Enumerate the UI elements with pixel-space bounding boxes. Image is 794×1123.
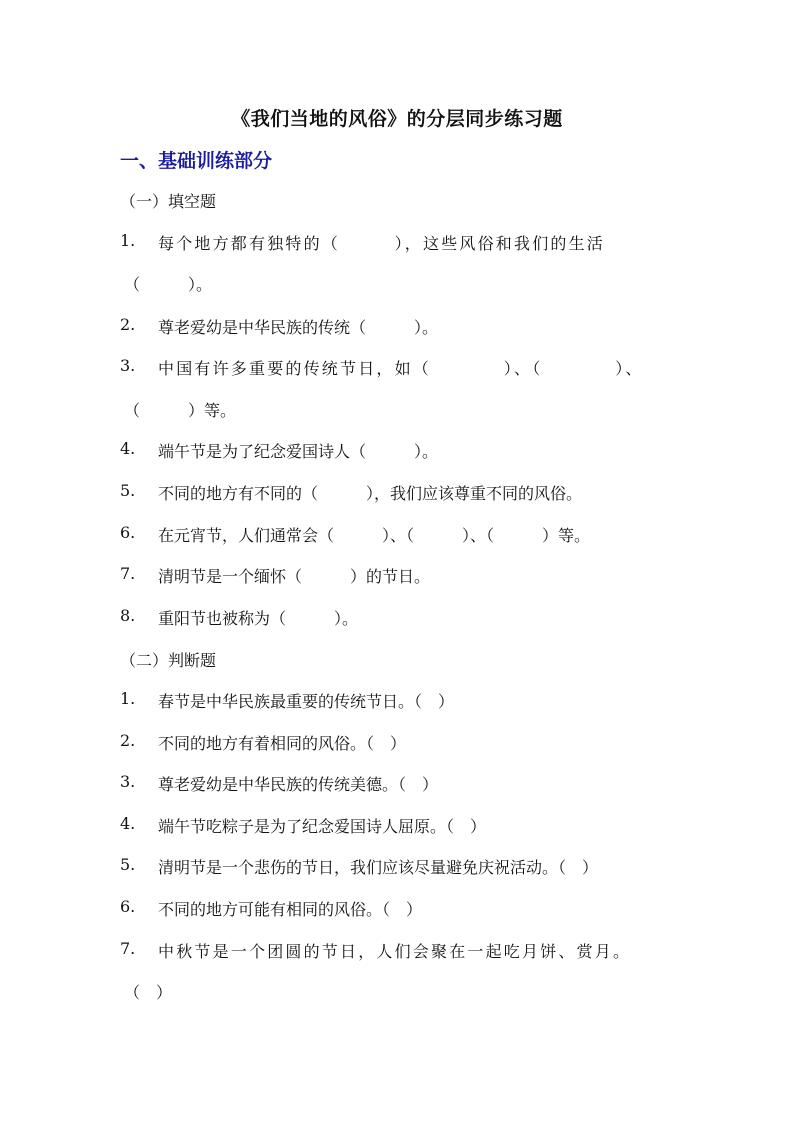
item-number: 2. — [120, 731, 136, 750]
fill-blank-item-3 — [120, 356, 644, 379]
fill-blank-item-3-continuation: （ ）等。 — [124, 401, 237, 420]
fill-blank-heading: （一）填空题 — [120, 192, 217, 211]
true-false-heading: （二）判断题 — [120, 651, 217, 670]
fill-blank-item-2 — [120, 315, 438, 338]
item-text: 不同的地方可能有相同的风俗。（ ） — [158, 900, 423, 919]
fill-blank-item-1-continuation: （ ）。 — [124, 275, 213, 294]
item-text: 端午节是为了纪念爱国诗人（ ）。 — [158, 442, 439, 461]
item-number: 6. — [120, 897, 136, 916]
item-text: 在元宵节，人们通常会（ ）、（ ）、（ ）等。 — [158, 526, 591, 545]
fill-blank-item-7 — [120, 564, 430, 587]
fill-blank-item-5 — [120, 481, 582, 504]
item-number: 4. — [120, 814, 136, 833]
item-number: 3. — [120, 356, 136, 375]
item-number: 8. — [120, 606, 136, 625]
item-text: 每个地方都有独特的（ ），这些风俗和我们的生活 — [158, 234, 606, 253]
item-number: 4. — [120, 439, 136, 458]
item-text: 不同的地方有着相同的风俗。（ ） — [158, 734, 407, 753]
item-number: 2. — [120, 315, 136, 334]
item-number: 1. — [120, 689, 136, 708]
item-text: 端午节吃粽子是为了纪念爱国诗人屈原。（ ） — [158, 817, 487, 836]
item-text: 中秋节是一个团圆的节日，人们会聚在一起吃月饼、赏月。 — [158, 942, 632, 961]
item-text: 尊老爱幼是中华民族的传统美德。（ ） — [158, 775, 439, 794]
item-number: 3. — [120, 772, 136, 791]
page-title: 《我们当地的风俗》的分层同步练习题 — [231, 108, 563, 130]
true-false-item-7 — [120, 939, 631, 962]
item-number: 7. — [120, 564, 136, 583]
true-false-item-7-continuation: （ ） — [124, 983, 173, 1002]
section-heading-basic: 一、基础训练部分 — [120, 150, 273, 172]
item-text: 春节是中华民族最重要的传统节日。（ ） — [158, 692, 455, 711]
fill-blank-item-1 — [120, 231, 605, 254]
true-false-item-6 — [120, 897, 422, 920]
item-text: 中国有许多重要的传统节日，如（ ）、（ ）、 — [158, 359, 644, 378]
item-text: 清明节是一个缅怀（ ）的节日。 — [158, 567, 431, 586]
true-false-item-2 — [120, 731, 406, 754]
item-number: 5. — [120, 855, 136, 874]
true-false-item-3 — [120, 772, 438, 795]
item-text: 清明节是一个悲伤的节日，我们应该尽量避免庆祝活动。（ ） — [158, 858, 599, 877]
true-false-item-5 — [120, 855, 598, 878]
item-number: 6. — [120, 523, 136, 542]
true-false-item-4 — [120, 814, 486, 837]
item-number: 5. — [120, 481, 136, 500]
item-text: 不同的地方有不同的（ ），我们应该尊重不同的风俗。 — [158, 484, 583, 503]
item-text: 重阳节也被称为（ ）。 — [158, 609, 359, 628]
fill-blank-item-6 — [120, 523, 590, 546]
fill-blank-item-8 — [120, 606, 358, 629]
fill-blank-item-4 — [120, 439, 438, 462]
item-text: 尊老爱幼是中华民族的传统（ ）。 — [158, 318, 439, 337]
true-false-item-1 — [120, 689, 454, 712]
item-number: 7. — [120, 939, 136, 958]
item-number: 1. — [120, 231, 136, 250]
